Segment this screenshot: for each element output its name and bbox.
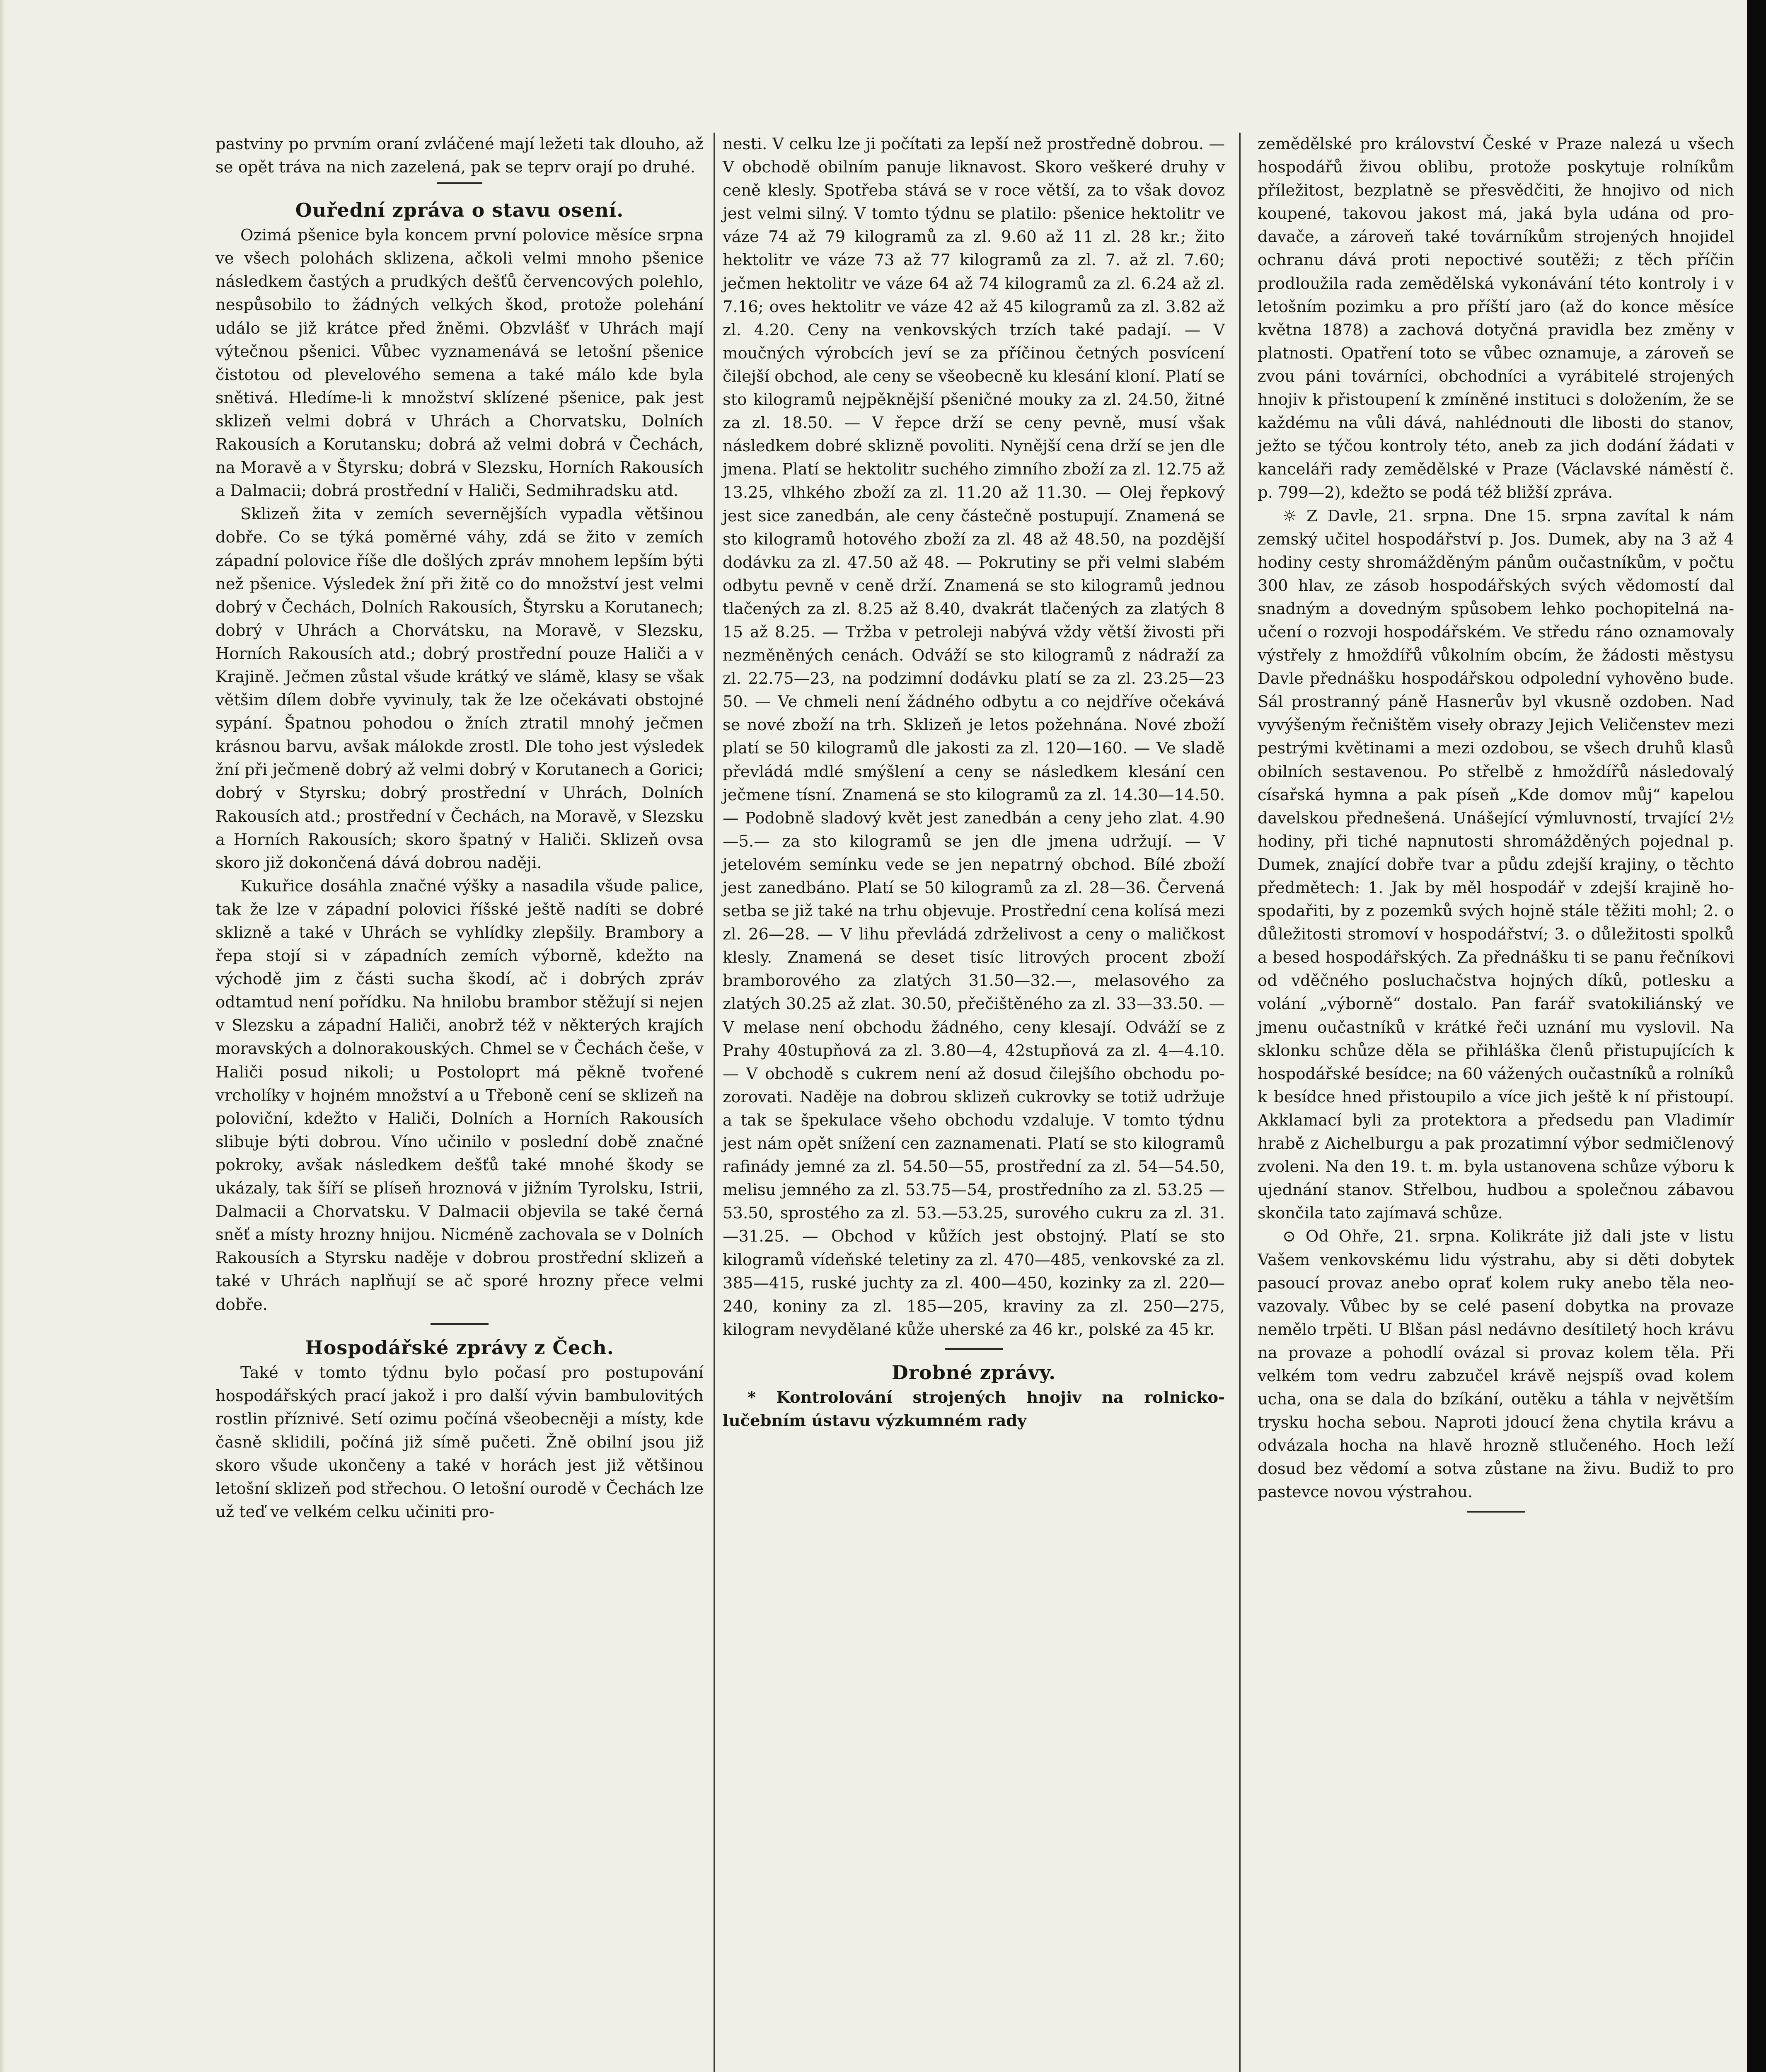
separator-rule (437, 182, 482, 184)
column-divider-1 (714, 133, 715, 2072)
news-item-davle: ☼ Z Davle, 21. srpna. Dne 15. srpna zavítal k nám zemský učitel hospodářství p. Jos. Dumek, aby na 3 až 4 hodiny cesty shromážděným pánům oučastníkům, v počtu 300 hlav, ze zásob hospodářských svých vědomostí dal snadným a dovedným spůsobem lehko pochopitelná naučení o rozvoji hospodářském. Ve středu ráno oznamovaly výstřely z hmoždířů vůkolním obcím, že žádosti městysu Davle přednášku hospodářskou odpolední vyhověno bude. Sál prostranný páně Hasnerův byl vkusně ozdoben. Nad vyvýšeným řečništěm viseły obrazy Jejich Veličenstev mezi pestrými květinami a mezi ozdobou, se všech druhů klasů obilních sestavenou. Po střelbě z hmoždířů následovalý císařská hymna a pak píseň „Kde domov můj“ kapelou davelskou přednešená. Unášející výmluvností, trvající 2½ hodiny, při tiché napnutosti shromážděných pojednal p. Dumek, znající dobře tvar a půdu zdejší krajiny, o těchto předmětech: 1. Jak by měl hospodář v zdejší krajině hospodařiti, by z pozemků svých hojně stále těžiti mohl; 2. o důležitosti stromoví v hospodářství; 3. o důležitosti spolků a besed hospodářských. Za přednášku ti se panu řečníkovi od vděčného posluchačstva hojných díků, potlesku a volání „výborně“ dostalo. Pan farář svatokiliánský ve jmenu oučastníků v krátké řeči uznání mu vyslovil. Na sklonku schůze děla se přihláška členů přistupujících k hospodářské besídce; na 60 vážených oučastníků a rolníků k besídce hned přistoupilo a více jich ještě k ní přistoupí. Akklamací byli za protektora a předsedu pan Vladimír hrabě z Aichelburgu a pak prozatimní výbor sedmičlenový zvoleni. Na den 19. t. m. byla ustanovena schůze výboru k ujednání stanov. Střelbou, hudbou a společnou zábavou skončila tato zajímavá schůze. (1258, 506, 1734, 1223)
separator-rule (1467, 1511, 1525, 1513)
section-heading-bohemia-reports: Hospodářské zprávy z Čech. (305, 1336, 614, 1359)
paragraph: nesti. V celku lze ji počítati za lepší než prostředně dobrou. — V obchodě obilním panuje liknavost. Skoro veškeré druhy v ceně klesly. Spotřeba stává se v roce větší, za to však dovoz jest velmi silný. V tomto týdnu se platilo: pšenice hektolitr ve váze 74 až 79 kilogramů za zl. 9.60 až 11 zl. 28 kr.; žito hektolitr ve váze 73 až 77 kilogramů za zl. 7. až zl. 7.60; ječmen hektolitr ve váze 64 až 74 kilogramů za zl. 6.24 až zl. 7.16; oves hektolitr ve váze 42 až 45 kilogramů za zl. 3.82 až zl. 4.20. Ceny na venkovských trzích také padají. — V moučných výrobcích jeví se za příčinou četných posvícení čilejší obchod, ale ceny se všeobecně ku klesání kloní. Platí se sto kilogramů nejpěknější pšeničné mouky za zl. 24.50, žitné za zl. 18.50. — V řepce drží se ceny pevně, musí však následkem dobré sklizně povoliti. Nynější cena drží se jen dle jmena. Platí se hektolitr suchého zimního zboží za zl. 12.75 až 13.25, vlhkého zboží za zl. 11.20 až 11.30. — Olej řepkový jest sice zanedbán, ale ceny částečně postupují. Znamená se sto kilogramů hotového zboží za zl. 48 až 48.50, na pozdější dodávku za zl. 47.50 až 48. — Pokrutiny se při velmi slabém odbytu pevně v ceně drží. Znamená se sto kilogramů jednou tlačených za zl. 8.25 až 8.40, dvakrát tlačených za zlatých 8 15 až 8.25. — Tržba v petroleji nabývá vždy větší živosti při nezměněných cenách. Odváží se sto kilogramů z nádraží za zl. 22.75—23, na podzimní dodávku platí se za zl. 23.25—23 50. — Ve chmeli není žádného odbytu a co nejdříve očekává se nové zboží na trh. Sklizeň je letos požehnána. Nové zboží platí se 50 kilogramů dle jakosti za zl. 120—160. — Ve sladě převládá mdlé smýšlení a ceny se následkem klesání cen ječmene tísní. Znamená se sto kilogramů za zl. 14.30—14.50. — Podobně sladový květ jest zanedbán a ceny jeho zlat. 4.90—5.— za sto kilogramů se jen dle jmena udržují. — V jetelovém semínku vede se jen nepatrný obchod. Bílé zboží jest zanedbáno. Platí se 50 kilogramů za zl. 28—36. Červená setba se již také na trhu objevuje. Prostřední cena kolísá mezi zl. 26—28. — V lihu převládá zdrželivost a ceny o maličkost klesly. Znamená se deset tisíc litrových procent zboží bramborového za zlatých 31.50—32.—, melasového za zlatých 30.25 až zlat. 30.50, přečištěného za zl. 33—33.50. — V melase není obchodu žádného, ceny klesají. Odváží se z Prahy 40stupňová za zl. 3.80—4, 42stupňová za zl. 4—4.10. — V obchodě s cukrem není až dosud čilejšího obchodu pozorovati. Naděje na dobrou sklizeň cukrovky se totiž udržuje a tak se špekulace všeho obchodu vzdaluje. V tomto týdnu jest nám opět snížení cen zaznamenati. Platí se sto kilogramů rafinády jemné za zl. 54.50—55, prostřední za zl. 54—54.50, melisu jemného za zl. 53.75—54, prostředního za zl. 53.25 —53.50, sprostého za zl. 53.—53.25, surového cukru za zl. 31.—31.25. — Obchod v kůžích jest obstojný. Platí se sto kilogramů vídeňské teletiny za zl. 470—485, venkovské za zl. 385—415, ruské juchty za zl. 400—450, kozinky za zl. 220—240, koniny za zl. 185—205, kraviny za zl. 250—275, kilogram nevydělané kůže uherské za 46 kr., polské za 45 kr. (723, 135, 1225, 1339)
section-heading-short-news: Drobné zprávy. (891, 1361, 1056, 1384)
scan-border-right (1747, 0, 1766, 2072)
news-item-ohre: ⊙ Od Ohře, 21. srpna. Kolikráte již dali jste v listu Vašem venkovskému lidu výstrahu, aby si děti dobytek pasoucí provaz anebo oprať kolem ruky anebo těla neovazovaly. Vůbec by se celé pasení dobytka na provaze nemělo trpěti. U Blšan pásl nedávno desítiletý hoch krávu na provaze a pohodlí ovázal si provaz kolem těla. Při velkém tom vedru zabzučel krávě nejspíš ovad kolem ucha, ona se dala do bzíkání, outěku a táhla v největším trysku hocha sebou. Naproti jdoucí žena chytila krávu a odvázala hocha na hlavě hrozně stlučeného. Hoch leží dosud bez vědomí a sotva zůstane na živu. Budiž to pro pastevce novou výstrahou. (1258, 1227, 1734, 1502)
column-3 (1258, 133, 1734, 1522)
intro-paragraph: pastviny po prvním oraní zvláčené mají ležeti tak dlouho, až se opět tráva na nich zazelená, pak se teprv orají po druhé. (215, 135, 704, 177)
page-shadow-left (0, 0, 6, 2072)
column-divider-2 (1239, 133, 1241, 2072)
paragraph: Sklizeň žita v zemích severnějších vypadla většinou dobře. Co se týká poměrné váhy, zdá se žito v zemích západní polovice říše dle došlých zpráv mnohem lepším býti než pšenice. Výsledek žní při žitě co do množství jest velmi dobrý v Čechách, Dolních Rakousích, Štyrsku a Korutanech; dobrý v Uhrách a Chorvátsku, na Moravě, v Slezsku, Horních Rakousích atd.; dobrý prostřední pouze Haliči a v Krajině. Ječmen zůstal všude krátký ve slámě, klasy se však většim dílem dobře vyvinuly, tak že lze očekávati obstojné sypání. Špatnou pohodou o žních ztratil mnohý ječmen krásnou barvu, avšak málokde zrostl. Dle toho jest výsledek žní při ječmeně dobrý až velmi dobrý v Korutanech a Gorici; dobrý v Styrsku; dobrý prostřední v Uhrách, Dolních Rakousích atd.; prostřední v Čechách, na Moravě, v Slezsku a Horních Rakousích; skoro špatný v Haliči. Sklizeň ovsa skoro již dokončená dává dobrou naději. (215, 505, 704, 872)
paragraph: Kukuřice dosáhla značné výšky a nasadila všude palice, tak že lze v západní polovici říšské ještě nadíti se dobré sklizně a také v Uhrách se vyhlídky zlepšily. Brambory a řepa stojí si v západních zemích výborně, kdežto na východě jim z části sucha škodí, ač i dobrých zpráv odtamtud není pořídku. Na hnilobu brambor stěžují si nejen v Slezsku a západní Haliči, anobrž též v některých krajích moravských a dolnorakouských. Chmel se v Čechách češe, v Haliči posud nikoli; u Postoloprt má pěkně tvořené vrcholíky v hojném množství a u Třeboně cení se sklizeň na poloviční, kdežto v Haliči, Dolních a Horních Rakousích slibuje býti dobrou. Víno učinilo v poslední době značné pokroky, avšak následkem dešťů také mnohé škody se ukázaly, tak šíří se plíseň hroznová v jižním Tyrolsku, Istrii, Dalmacii a Chorvatsku. V Dalmacii objevila se také černá sněť a místy hrozny hnijou. Nicméně zachovala se v Dolních Rakousích a Styrsku naděje v dobrou prostřední sklizeň a také v Uhrách naplňují se ač sporé hrozny přece velmi dobře. (215, 876, 704, 1314)
column-1 (215, 133, 704, 1524)
paragraph: Také v tomto týdnu bylo počasí pro postupování hospodářských prací jakož i pro další vývin bambulovitých rostlin příznivé. Setí ozimu počíná všeobecněji a místy, kde časně sklidili, počíná již símě pučeti. Žně obilní jsou již skoro všude ukončeny a také v horách jest již většinou letošní sklizeň pod střechou. O letošní ourodě v Čechách lze už teď ve velkém celku učiniti pro- (215, 1363, 704, 1522)
section-heading-official-report: Ouřední zpráva o stavu osení. (295, 199, 624, 222)
separator-rule (431, 1323, 489, 1325)
paragraph: * Kontrolování strojených hnojiv na rolnicko-lučebním ústavu výzkumném rady (723, 1388, 1225, 1430)
column-2 (723, 133, 1225, 1433)
paragraph: Ozimá pšenice byla koncem první polovice měsíce srpna ve všech polohách sklizena, ačkoli velmi mnoho pšenice následkem častých a prudkých dešťů červencových polehlo, nespůsobilo to žádných velkých škod, protože polehání událo se již krátce před žněmi. Obzvlášť v Uhrách mají výtečnou pšenici. Vůbec vyznamenává se letošní pšenice čistotou od plevelového semena a také málo kde byla snětivá. Hledíme-li k množství sklízené pšenice, pak jest sklizeň velmi dobrá v Uhrách a Chorvatsku, Dolních Rakousích a Korutansku; dobrá až velmi dobrá v Čechách, na Moravě a v Štyrsku; dobrá v Slezsku, Horních Rakousích a Dalmacii; dobrá prostřední v Haliči, Sedmihradsku atd. (215, 226, 704, 501)
paragraph: zemědělské pro království České v Praze nalezá u všech hospodářů živou oblibu, protože poskytuje rolníkům příležitost, bezplatně se přesvědčiti, že hnojivo od nich koupené, takovou jakost má, jaká byla udána od prodavače, a zároveň také továrníkům strojených hnojidel ochranu dává proti nepoctivé soutěži; z těch příčin prodloužila rada zemědělská vykonávání této kontroly i v letošním pozimku a pro příští jaro (až do konce měsíce května 1878) a zachová dotyčná pravidla bez změny v platnosti. Opatření toto se vůbec oznamuje, a zároveň se zvou páni továrníci, obchodníci a vyrábitelé strojených hnojiv k přistoupení k zmíněné instituci s doložením, že se každému na vůli dává, nahlédnouti dle libosti do stanov, ježto se týčou kontroly této, aneb za jich dodání žádati v kanceláři rady zemědělské v Praze (Václavské náměstí č. p. 799—2), kdežto se podá též bližší zpráva. (1258, 135, 1734, 502)
separator-rule (945, 1348, 1003, 1350)
